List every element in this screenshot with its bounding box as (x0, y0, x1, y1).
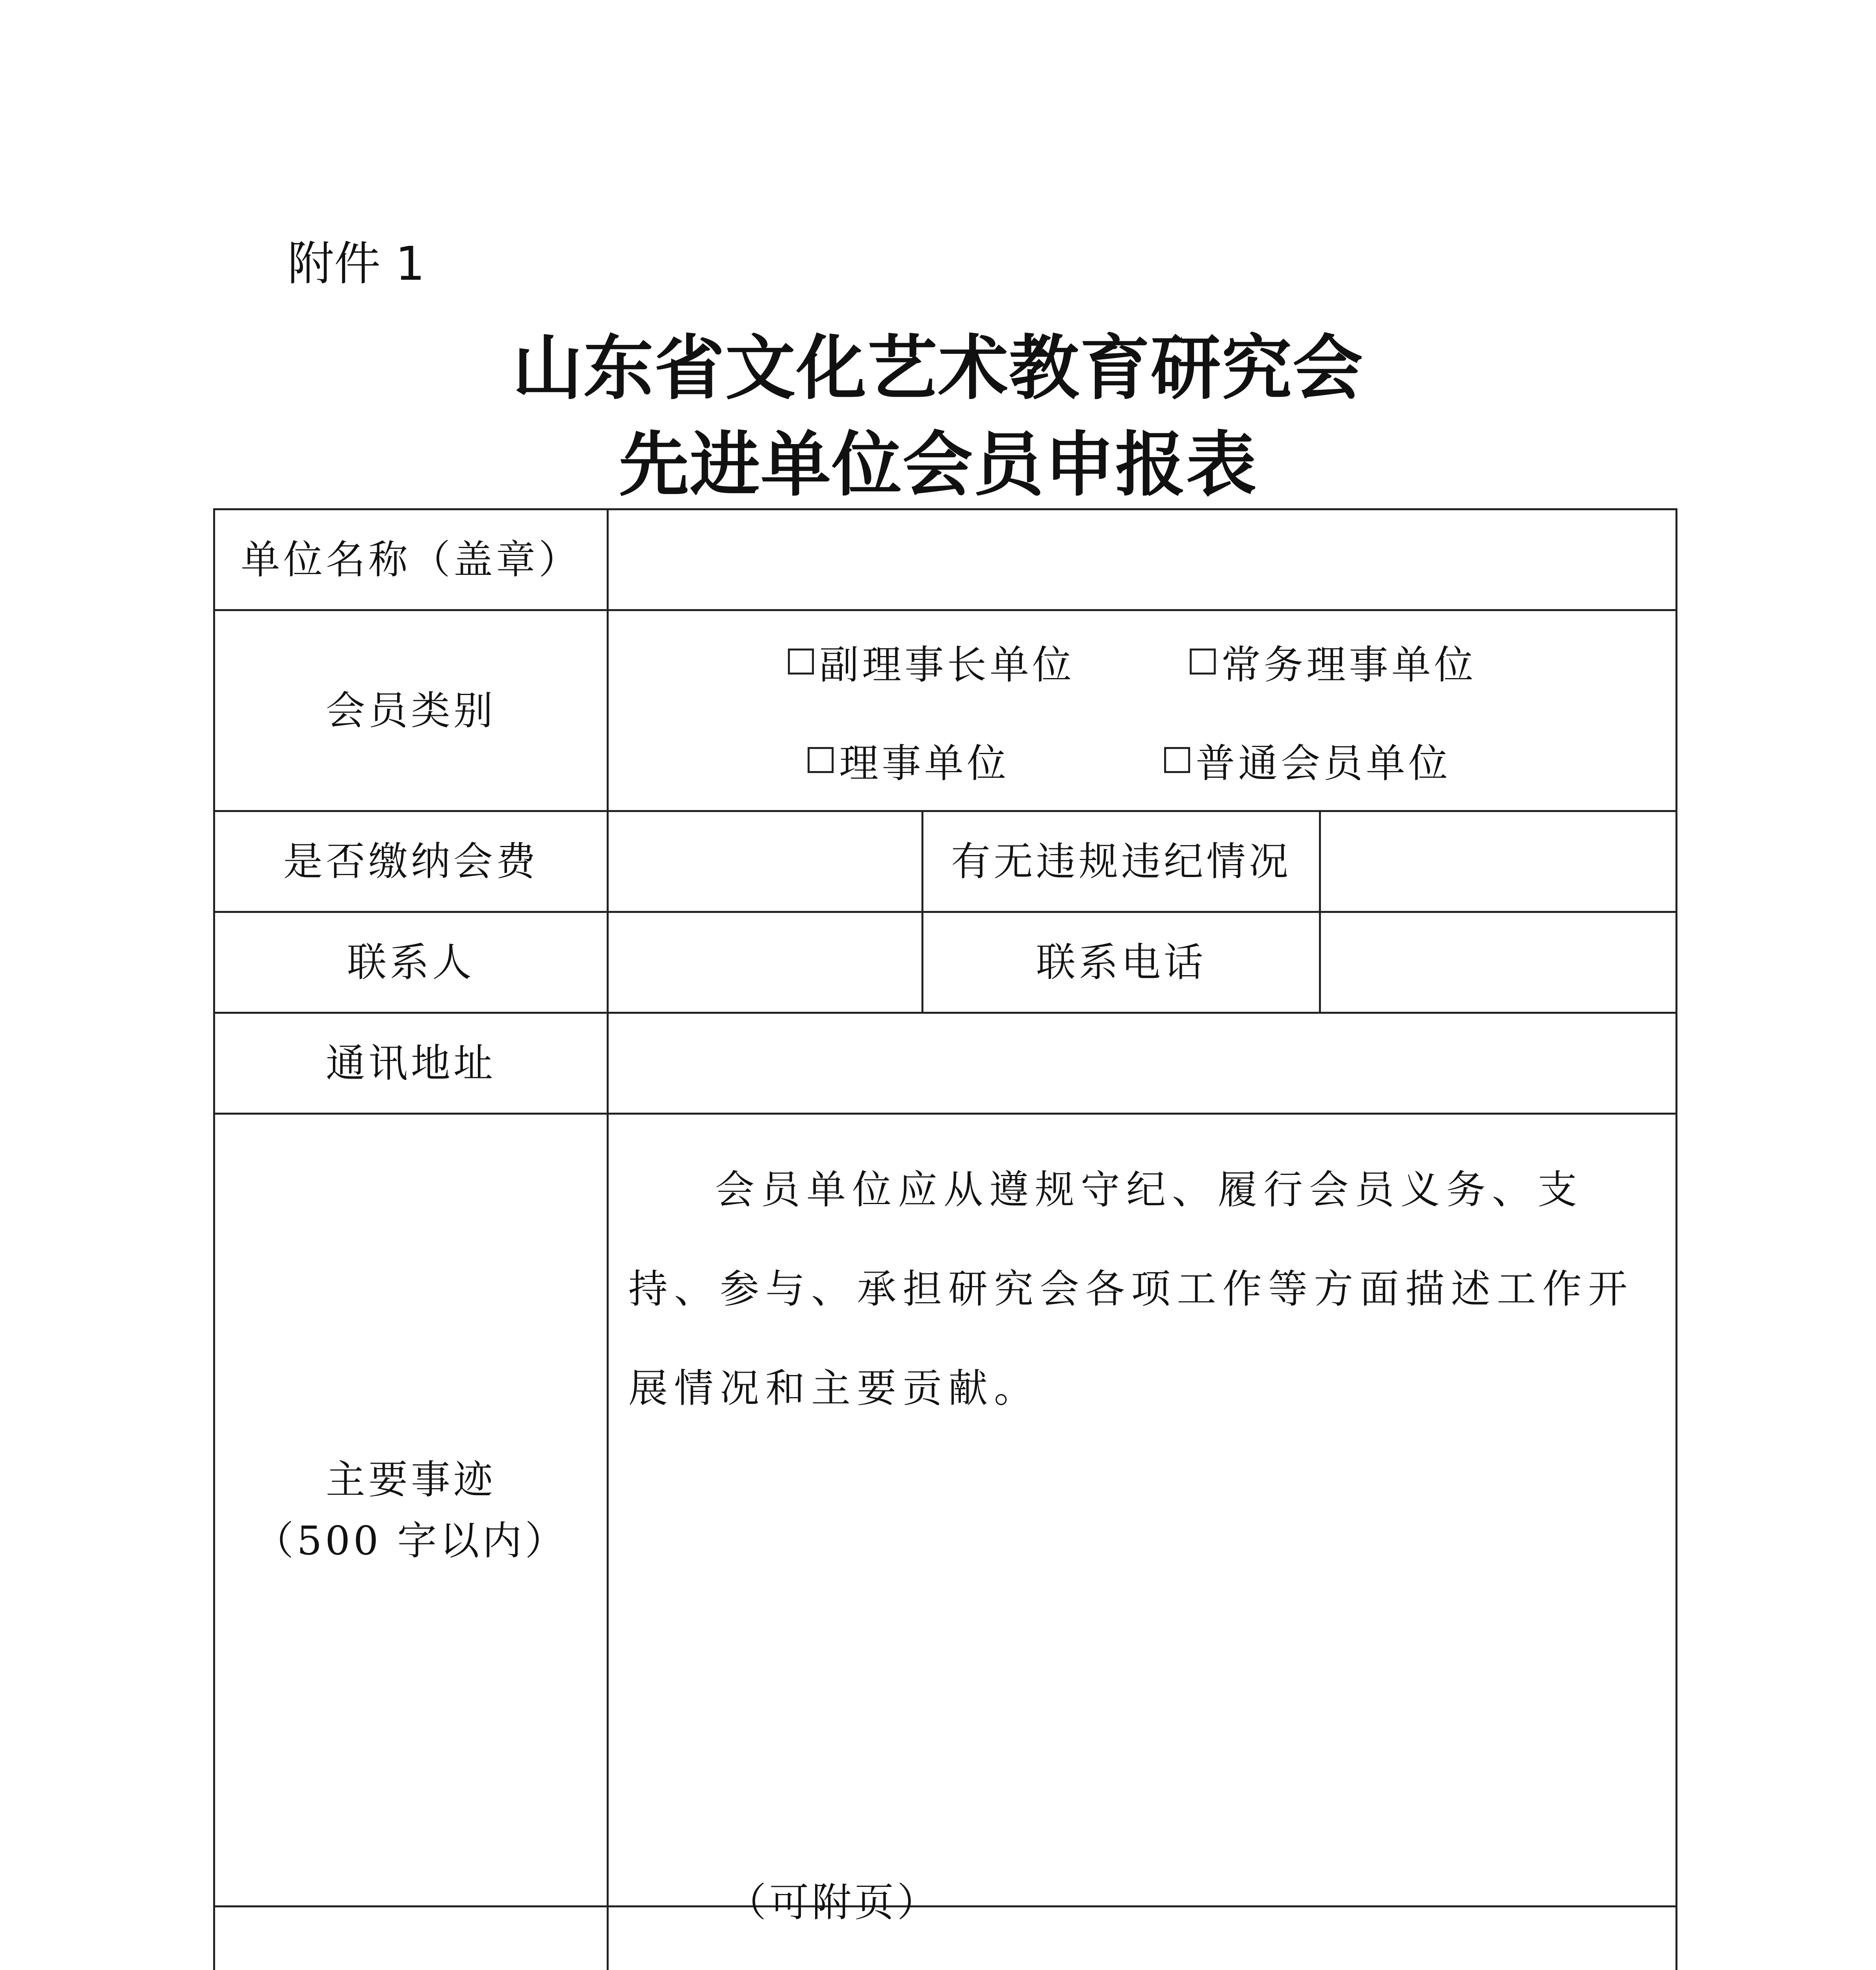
attachment-label: 附件 1 (288, 236, 425, 291)
contact-phone-field[interactable] (1320, 912, 1677, 1013)
fee-paid-label: 是否缴纳会费 (214, 811, 608, 912)
document-title-line1: 山东省文化艺术教育研究会 (513, 327, 1363, 409)
main-deeds-label (214, 1114, 608, 1907)
option-label: 常务理事单位 (1221, 641, 1477, 688)
checkbox-icon[interactable] (808, 747, 834, 773)
option-label: 理事单位 (839, 740, 1009, 786)
option-ordinary-member-unit[interactable] (1164, 732, 1451, 788)
option-label: 副理事长单位 (819, 641, 1075, 688)
checkbox-icon[interactable] (788, 649, 814, 675)
document-title-line2: 先进单位会员申报表 (619, 423, 1257, 506)
unit-name-label: 单位名称（盖章） (214, 509, 608, 610)
address-row (214, 1013, 1677, 1114)
address-label: 通讯地址 (214, 1013, 608, 1114)
violation-field[interactable] (1320, 811, 1677, 912)
contact-phone-label: 联系电话 (923, 912, 1320, 1013)
option-vice-chairman-unit[interactable] (788, 633, 1190, 690)
checkbox-icon[interactable] (1190, 649, 1216, 675)
unit-name-field[interactable] (608, 509, 1677, 610)
violation-label: 有无违规违纪情况 (923, 811, 1320, 912)
member-category-options (608, 610, 1677, 811)
contact-row (214, 912, 1677, 1013)
checkbox-icon[interactable] (1164, 747, 1190, 773)
review-opinion-field[interactable] (608, 1907, 1677, 1970)
contact-person-field[interactable] (608, 912, 923, 1013)
main-deeds-row (214, 1114, 1677, 1907)
fee-violation-row (214, 811, 1677, 912)
member-category-label: 会员类别 (214, 610, 608, 811)
review-row (214, 1907, 1677, 1970)
application-form-table (213, 508, 1677, 1970)
contact-person-label: 联系人 (214, 912, 608, 1013)
main-deeds-field[interactable] (608, 1114, 1677, 1925)
review-label (214, 1907, 608, 1970)
fee-paid-field[interactable] (608, 811, 923, 912)
main-deeds-label-line1: 主要事迹 (326, 1456, 496, 1503)
checkbox-row-1 (609, 612, 1675, 711)
checkbox-row-2 (609, 711, 1675, 809)
unit-name-row (214, 509, 1677, 610)
main-deeds-label-line2: （500 字以内） (254, 1517, 568, 1564)
main-deeds-instruction: 会员单位应从遵规守纪、履行会员义务、支持、参与、承担研究会各项工作等方面描述工作开展情况和主要贡献。 (628, 1167, 1634, 1411)
member-category-row (214, 610, 1677, 811)
option-director-unit[interactable] (808, 732, 1164, 788)
attach-page-note: （可附页） (727, 1879, 940, 1925)
option-label: 普通会员单位 (1196, 740, 1451, 786)
address-field[interactable] (608, 1013, 1677, 1114)
option-standing-director-unit[interactable] (1190, 633, 1477, 690)
